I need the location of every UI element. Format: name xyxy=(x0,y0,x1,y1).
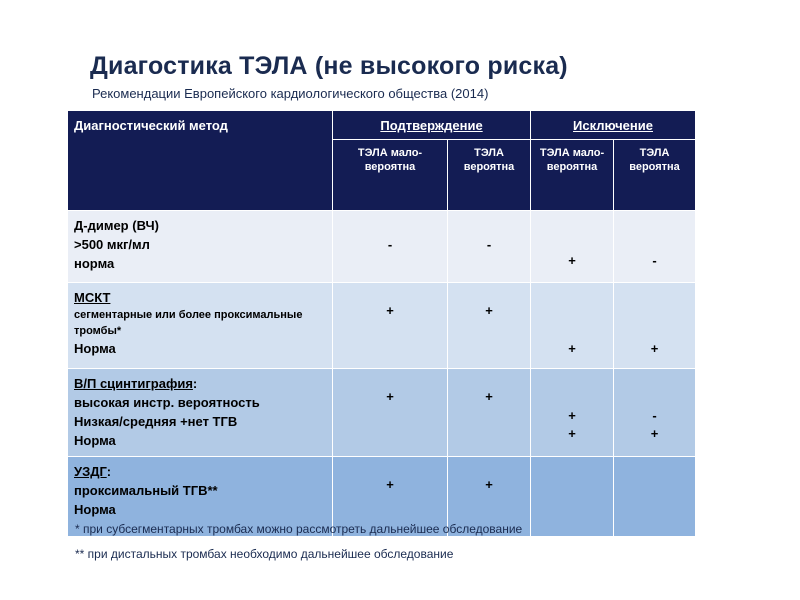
method-line: норма xyxy=(74,256,115,271)
method-cell xyxy=(68,283,333,369)
value-cell xyxy=(614,457,696,537)
value-cell xyxy=(333,369,448,457)
method-line xyxy=(74,374,332,393)
value-mark: + xyxy=(386,389,394,404)
method-name: В/П сцинтиграфия xyxy=(74,376,193,391)
group-header-confirm-label: Подтверждение xyxy=(380,117,483,133)
diagnostics-table xyxy=(67,110,696,537)
value-mark: - xyxy=(652,408,657,423)
method-name: МСКТ xyxy=(74,290,111,305)
value-cell xyxy=(333,211,448,283)
method-colon: : xyxy=(192,376,198,391)
subheader-confirm-unlikely: ТЭЛА мало-вероятна xyxy=(333,140,448,211)
value-cell xyxy=(531,369,614,457)
group-header-exclude-label: Исключение xyxy=(573,117,653,133)
table-row xyxy=(68,369,696,457)
method-header: Диагностический метод xyxy=(68,111,333,211)
page-title: Диагостика ТЭЛА (не высокого риска) xyxy=(90,52,568,80)
value-cell xyxy=(448,369,531,457)
value-mark: + xyxy=(568,408,576,423)
footnote-1: * при субсегментарных тромбах можно рассмотреть дальнейшее обследование xyxy=(75,522,523,536)
group-header-exclude xyxy=(531,111,696,140)
page-subtitle: Рекомендации Европейского кардиологического общества (2014) xyxy=(92,86,489,101)
value-mark: + xyxy=(568,253,576,268)
value-mark: - xyxy=(652,253,657,268)
value-cell xyxy=(333,283,448,369)
method-line: проксимальный ТГВ** xyxy=(74,483,218,498)
method-cell xyxy=(68,369,333,457)
value-mark: + xyxy=(650,341,659,356)
footnote-2: ** при дистальных тромбах необходимо дальнейшее обследование xyxy=(75,547,454,561)
method-line: сегментарные или более проксимальные тромбы* xyxy=(74,309,303,337)
value-cell xyxy=(614,369,696,457)
value-cell xyxy=(614,283,696,369)
value-cell xyxy=(531,211,614,283)
value-mark: + xyxy=(485,303,493,318)
value-mark: - xyxy=(486,237,492,252)
value-cell xyxy=(531,457,614,537)
value-cell xyxy=(448,211,531,283)
method-line xyxy=(74,462,332,481)
value-mark: + xyxy=(650,426,659,441)
subheader-exclude-unlikely: ТЭЛА мало-вероятна xyxy=(531,140,614,211)
group-header-confirm xyxy=(333,111,531,140)
value-mark: + xyxy=(485,389,493,404)
value-mark: + xyxy=(568,426,576,441)
value-cell xyxy=(614,211,696,283)
value-cell xyxy=(531,283,614,369)
value-mark: + xyxy=(485,477,493,492)
subheader-confirm-likely: ТЭЛА вероятна xyxy=(448,140,531,211)
method-line: Норма xyxy=(74,502,116,517)
table-row xyxy=(68,283,696,369)
value-cell xyxy=(448,283,531,369)
method-cell xyxy=(68,211,333,283)
value-mark: + xyxy=(386,303,394,318)
method-colon: : xyxy=(106,464,112,479)
table-row xyxy=(68,211,696,283)
method-line: высокая инстр. вероятность xyxy=(74,395,260,410)
method-line: Низкая/средняя +нет ТГВ xyxy=(74,414,238,429)
value-mark: - xyxy=(387,237,393,252)
method-name: УЗДГ xyxy=(74,464,107,479)
method-line: Норма xyxy=(74,341,116,356)
method-name: Д-димер (ВЧ) xyxy=(74,218,159,233)
method-line: >500 мкг/мл xyxy=(74,237,150,252)
value-mark: + xyxy=(568,341,576,356)
value-mark: + xyxy=(386,477,394,492)
method-line: Норма xyxy=(74,433,116,448)
subheader-exclude-likely: ТЭЛА вероятна xyxy=(614,140,696,211)
